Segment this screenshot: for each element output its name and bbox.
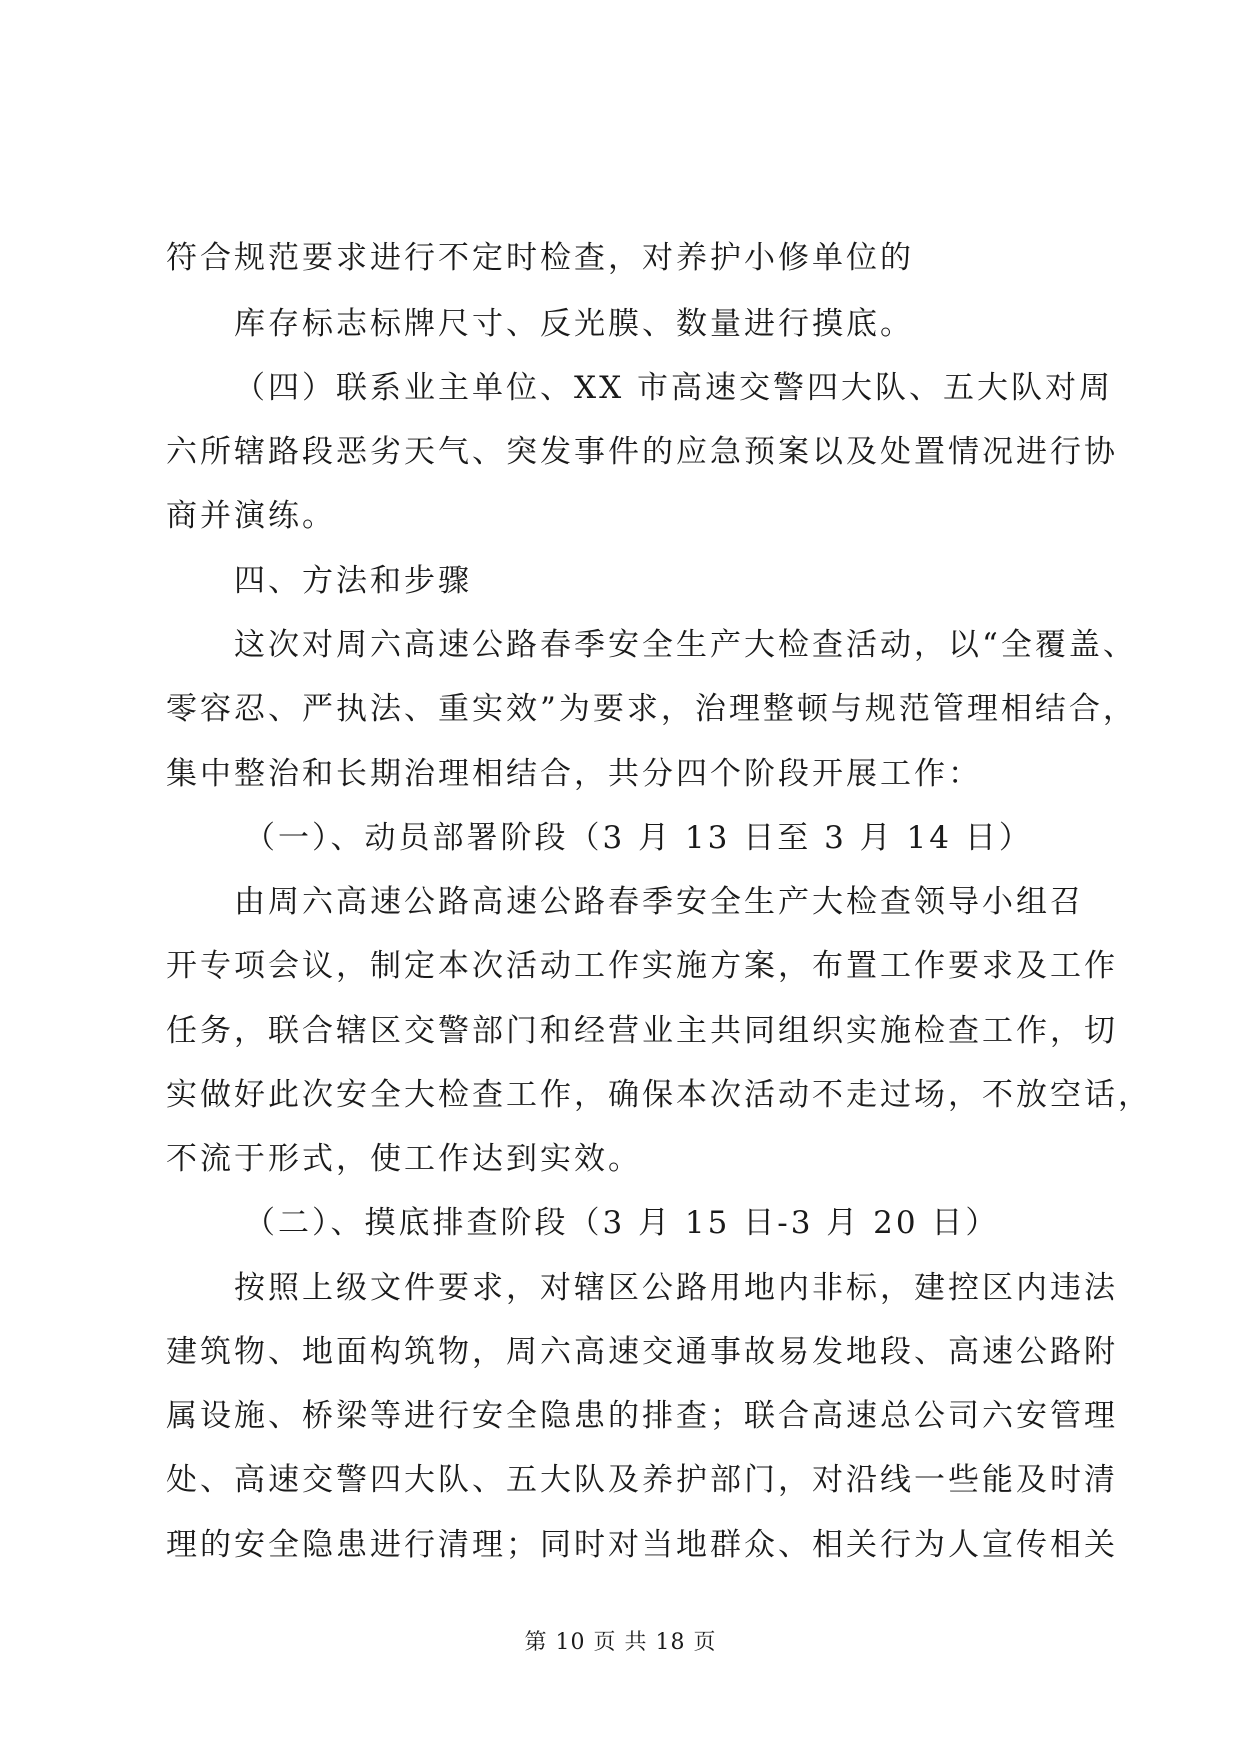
- text-line: 商并演练。: [166, 498, 336, 534]
- text-line: 任务，联合辖区交警部门和经营业主共同组织实施检查工作，切: [166, 1013, 1118, 1049]
- text-line: 开专项会议，制定本次活动工作实施方案，布置工作要求及工作: [166, 948, 1118, 984]
- text-line: 属设施、桥梁等进行安全隐患的排查；联合高速总公司六安管理: [166, 1398, 1118, 1434]
- text-line: 不流于形式，使工作达到实效。: [166, 1141, 642, 1177]
- section-heading: 四、方法和步骤: [234, 563, 472, 599]
- text-line: 按照上级文件要求，对辖区公路用地内非标，建控区内违法: [234, 1270, 1118, 1306]
- text-line: 零容忍、严执法、重实效”为要求，治理整顿与规范管理相结合，: [166, 691, 1137, 727]
- subsection-heading: （二）、摸底排查阶段（3 月 15 日-3 月 20 日）: [244, 1205, 1000, 1241]
- text-line: 这次对周六高速公路春季安全生产大检查活动，以“全覆盖、: [234, 627, 1137, 663]
- text-line: 处、高速交警四大队、五大队及养护部门，对沿线一些能及时清: [166, 1462, 1118, 1498]
- text-line: 理的安全隐患进行清理；同时对当地群众、相关行为人宣传相关: [166, 1527, 1118, 1563]
- page-number-footer: 第 10 页 共 18 页: [524, 1630, 717, 1655]
- text-line: 符合规范要求进行不定时检查，对养护小修单位的: [166, 240, 914, 276]
- text-line: 实做好此次安全大检查工作，确保本次活动不走过场，不放空话，: [166, 1077, 1152, 1113]
- subsection-heading: （一）、动员部署阶段（3 月 13 日至 3 月 14 日）: [244, 820, 1033, 856]
- text-line: 集中整治和长期治理相结合，共分四个阶段开展工作：: [166, 756, 982, 792]
- text-line: 建筑物、地面构筑物，周六高速交通事故易发地段、高速公路附: [166, 1334, 1118, 1370]
- text-line: 库存标志标牌尺寸、反光膜、数量进行摸底。: [234, 306, 914, 342]
- text-line: 由周六高速公路高速公路春季安全生产大检查领导小组召: [234, 884, 1084, 920]
- text-line: 六所辖路段恶劣天气、突发事件的应急预案以及处置情况进行协: [166, 434, 1118, 470]
- text-line: （四）联系业主单位、XX 市高速交警四大队、五大队对周: [234, 370, 1113, 406]
